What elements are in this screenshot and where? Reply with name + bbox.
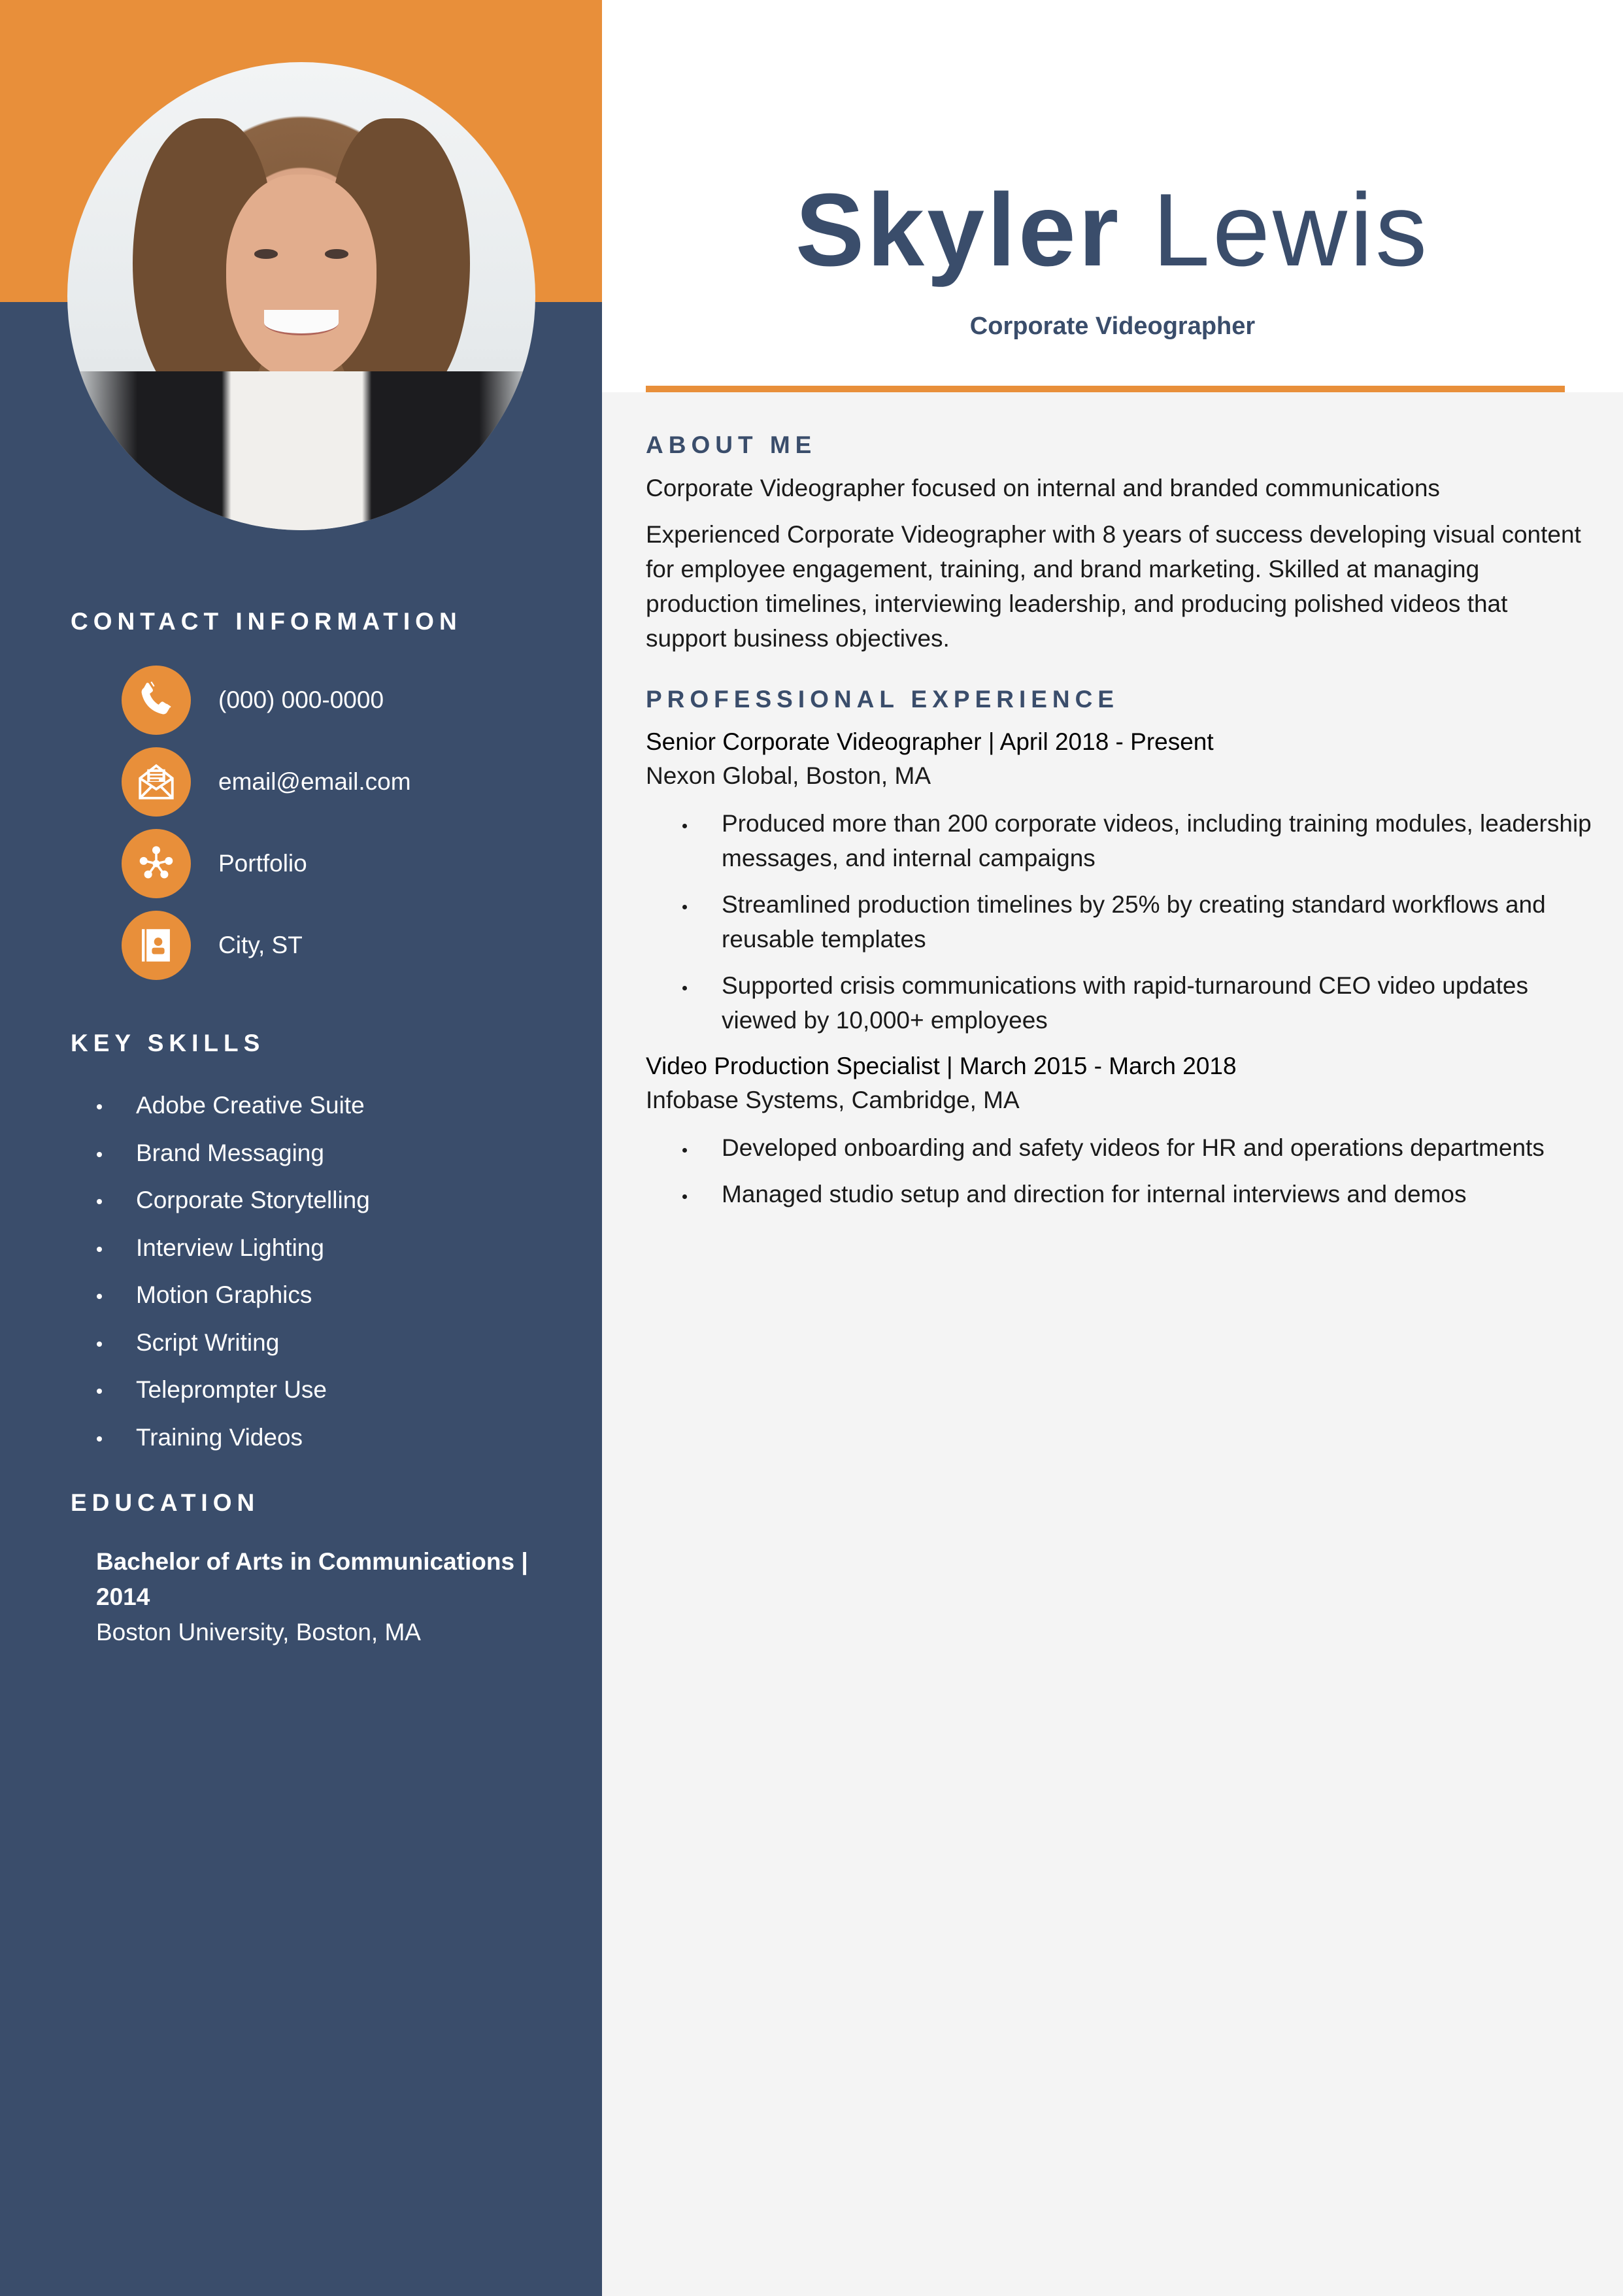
bullet-icon (682, 986, 687, 990)
about-tagline: Corporate Videographer focused on internal and branded communications (646, 475, 1440, 501)
photo-jacket (67, 371, 535, 530)
bullet-icon (97, 1342, 102, 1347)
profile-photo (67, 62, 535, 530)
contact-item-portfolio (122, 829, 411, 898)
about-summary: Experienced Corporate Videographer with 8 years of success developing visual content for employee engagement, training, and brand marketing. Skilled at managing production timelines, interviewing leadership, and producing polished videos that support business objectives. (646, 521, 1581, 652)
photo-eye-left (254, 249, 278, 258)
skill-item (71, 1319, 370, 1367)
email-icon (122, 747, 191, 817)
skill-item (71, 1414, 370, 1462)
job-bullets (646, 806, 1594, 1038)
bullet-icon (97, 1199, 102, 1204)
skill-label: Motion Graphics (136, 1281, 312, 1309)
job-bullet (646, 1130, 1594, 1165)
bullet-icon (97, 1247, 102, 1252)
bullet-icon (682, 1194, 687, 1199)
job-entry (646, 1049, 1594, 1211)
skill-label: Brand Messaging (136, 1139, 324, 1166)
header-divider (646, 386, 1565, 392)
education-entry (96, 1544, 567, 1650)
address-book-icon (122, 911, 191, 980)
first-name: Skyler (795, 173, 1122, 288)
bullet-text: Developed onboarding and safety videos for HR and operations departments (722, 1134, 1545, 1161)
contact-item-phone (122, 666, 411, 735)
job-title-line: Senior Corporate Videographer | April 2018 - Present (646, 728, 1214, 755)
bullet-icon (682, 824, 687, 828)
job-bullet (646, 806, 1594, 875)
skill-item (71, 1177, 370, 1224)
photo-eye-right (325, 249, 348, 258)
skill-item (71, 1366, 370, 1414)
skills-list (71, 1082, 370, 1461)
skill-label: Script Writing (136, 1328, 280, 1356)
contact-portfolio[interactable]: Portfolio (218, 850, 307, 877)
contact-location: City, ST (218, 932, 303, 958)
skill-item (71, 1130, 370, 1177)
bullet-text: Supported crisis communications with rapid-turnaround CEO video updates viewed by 10,000+ employees (722, 972, 1528, 1034)
job-company-line: Nexon Global, Boston, MA (646, 762, 931, 789)
bullet-text: Streamlined production timelines by 25% by creating standard workflows and reusable templates (722, 891, 1546, 953)
bullet-icon (97, 1294, 102, 1299)
phone-icon (122, 666, 191, 735)
contact-item-location (122, 911, 411, 980)
sidebar (0, 0, 602, 2296)
candidate-name (602, 171, 1623, 289)
job-bullet (646, 887, 1594, 956)
skill-item (71, 1224, 370, 1272)
education-degree: Bachelor of Arts in Communications | 2014 (96, 1548, 528, 1610)
education-school: Boston University, Boston, MA (96, 1619, 421, 1646)
experience-section (646, 686, 1594, 1211)
skills-heading: KEY SKILLS (71, 1030, 265, 1056)
bullet-icon (682, 1148, 687, 1153)
about-section (646, 431, 1594, 656)
skill-label: Corporate Storytelling (136, 1187, 370, 1214)
bullet-icon (682, 905, 687, 909)
main-content (646, 431, 1594, 1223)
skill-label: Adobe Creative Suite (136, 1092, 365, 1119)
contact-item-email (122, 747, 411, 817)
job-bullet (646, 968, 1594, 1038)
bullet-icon (97, 1152, 102, 1157)
skill-item (71, 1272, 370, 1319)
job-company-line: Infobase Systems, Cambridge, MA (646, 1087, 1020, 1113)
bullet-text: Produced more than 200 corporate videos, including training modules, leadership messages, and internal campaigns (722, 810, 1592, 871)
job-bullet (646, 1177, 1594, 1211)
job-title: Corporate Videographer (969, 312, 1256, 340)
network-icon (122, 829, 191, 898)
photo-face (226, 175, 376, 380)
last-name: Lewis (1152, 173, 1430, 288)
experience-heading: PROFESSIONAL EXPERIENCE (646, 686, 1120, 713)
skill-item (71, 1082, 370, 1130)
education-heading: EDUCATION (71, 1489, 260, 1516)
bullet-icon (97, 1436, 102, 1442)
resume-header (602, 0, 1623, 392)
job-bullets (646, 1130, 1594, 1211)
bullet-icon (97, 1104, 102, 1109)
contact-list (122, 666, 411, 992)
contact-heading: CONTACT INFORMATION (71, 608, 462, 635)
skill-label: Interview Lighting (136, 1234, 324, 1261)
skill-label: Teleprompter Use (136, 1376, 327, 1404)
contact-phone[interactable]: (000) 000-0000 (218, 686, 384, 713)
job-entry (646, 725, 1594, 1038)
bullet-icon (97, 1389, 102, 1394)
bullet-text: Managed studio setup and direction for internal interviews and demos (722, 1181, 1467, 1207)
about-heading: ABOUT ME (646, 431, 817, 458)
skill-label: Training Videos (136, 1423, 303, 1451)
job-title-line: Video Production Specialist | March 2015 - March 2018 (646, 1053, 1237, 1079)
contact-email[interactable]: email@email.com (218, 768, 411, 795)
